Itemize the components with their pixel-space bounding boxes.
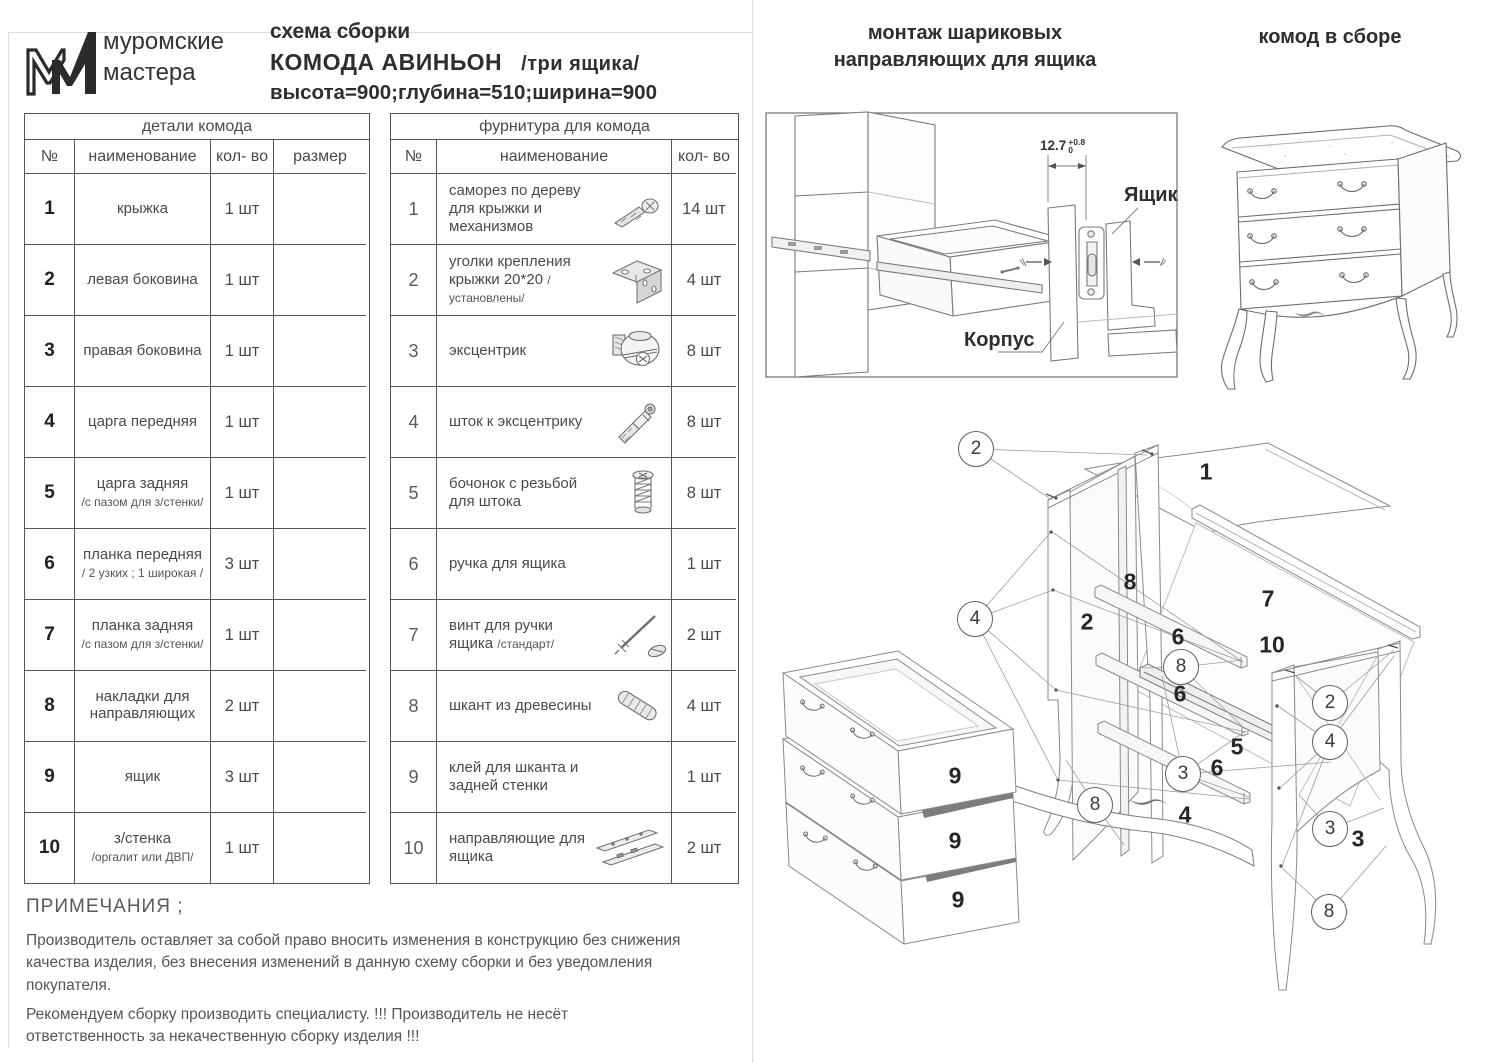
hardware-table-header: № наименование кол- во — [391, 140, 738, 174]
cell-qty: 1 шт — [211, 316, 274, 387]
cell-name: ящик — [75, 742, 211, 813]
parts-table — [24, 113, 370, 884]
exploded-part-label: 4 — [1178, 801, 1192, 828]
table-row — [25, 316, 369, 387]
screw-icon — [609, 186, 667, 232]
cell-size — [274, 174, 366, 245]
table-row — [391, 245, 738, 316]
table-row — [25, 600, 369, 671]
table-row — [25, 671, 369, 742]
cell-qty: 2 шт — [211, 671, 274, 742]
drawer-label: Ящик — [1124, 184, 1178, 206]
doc-type: схема сборки — [270, 20, 411, 43]
parts-table-header: № наименование кол- во размер — [25, 140, 369, 174]
cell-name: з/стенка /оргалит или ДВП/ — [75, 813, 211, 883]
exploded-callout: 3 — [1312, 811, 1348, 847]
cell-num: 8 — [391, 671, 437, 742]
cell-name: царга задняя /с пазом для з/стенки/ — [75, 458, 211, 529]
cam-bolt-icon — [607, 397, 667, 447]
cell-num: 2 — [25, 245, 75, 316]
frame-line-left — [8, 32, 9, 1048]
brand-line2: мастера — [103, 59, 196, 86]
cell-qty: 14 шт — [672, 174, 736, 245]
cell-num: 3 — [391, 316, 437, 387]
cell-name: планка задняя /с пазом для з/стенки/ — [75, 600, 211, 671]
brand-line1: муромские — [103, 28, 224, 55]
table-row — [391, 600, 738, 671]
table-row — [391, 813, 738, 883]
cell-num: 4 — [391, 387, 437, 458]
exploded-callout: 2 — [1312, 685, 1348, 721]
cell-name: правая боковина — [75, 316, 211, 387]
cell-name: направляющие для ящика — [437, 813, 672, 883]
table-row — [391, 174, 738, 245]
cell-name: клей для шканта и задней стенки — [437, 742, 672, 813]
slide-offset-dimension: 12.7 +0.8 0 — [1040, 137, 1086, 155]
cell-num: 5 — [25, 458, 75, 529]
exploded-part-label: 6 — [1210, 754, 1224, 781]
cell-name: царга передняя — [75, 387, 211, 458]
wooden-dowel-icon — [607, 682, 667, 730]
cell-qty: 8 шт — [672, 458, 736, 529]
cell-num: 9 — [25, 742, 75, 813]
notes-paragraph-2: Рекомендуем сборку производить специалисту. !!! Производитель не несёт ответственность за некачественную сборку изделия !!! — [26, 1006, 569, 1046]
product-dimensions: высота=900;глубина=510;ширина=900 — [270, 81, 657, 104]
exploded-callout: 4 — [1312, 724, 1348, 760]
cell-qty: 1 шт — [211, 387, 274, 458]
cell-qty: 3 шт — [211, 742, 274, 813]
product-variant: /три ящика/ — [521, 53, 640, 75]
cell-size — [274, 671, 366, 742]
cell-num: 8 — [25, 671, 75, 742]
exploded-part-label: 10 — [1259, 631, 1285, 658]
cell-qty: 1 шт — [672, 529, 736, 600]
cell-qty: 4 шт — [672, 671, 736, 742]
cell-name: крыжка — [75, 174, 211, 245]
cell-name: ручка для ящика — [437, 529, 672, 600]
exploded-part-label: 7 — [1261, 585, 1275, 612]
exploded-part-label: 9 — [951, 886, 965, 913]
cell-name: саморез по дереву для крыжки и механизмов — [437, 174, 672, 245]
cell-name: левая боковина — [75, 245, 211, 316]
notes-paragraph-1: Производитель оставляет за собой право вносить изменения в конструкцию без снижения качества изделия, без внесения изменений в данную схему сборки и без уведомления покупателя. — [26, 932, 681, 994]
parts-table-title: детали комода — [25, 114, 369, 140]
exploded-callout: 3 — [1165, 756, 1201, 792]
cell-qty: 8 шт — [672, 387, 736, 458]
frame-divider — [752, 0, 753, 1063]
cell-num: 7 — [25, 600, 75, 671]
table-row — [25, 813, 369, 883]
table-row — [391, 742, 738, 813]
cell-num: 6 — [25, 529, 75, 600]
cell-num: 1 — [391, 174, 437, 245]
cell-size — [274, 316, 366, 387]
table-row — [25, 742, 369, 813]
table-row — [391, 671, 738, 742]
cell-name: эксцентрик — [437, 316, 672, 387]
exploded-callout: 8 — [1163, 649, 1199, 685]
cell-num: 3 — [25, 316, 75, 387]
table-row — [391, 529, 738, 600]
exploded-callout: 8 — [1077, 787, 1113, 823]
product-name: КОМОДА АВИНЬОН /три ящика/ — [270, 49, 640, 75]
brand-logo-mm-icon — [22, 24, 100, 98]
table-row — [25, 245, 369, 316]
cell-size — [274, 387, 366, 458]
hardware-table — [390, 113, 739, 884]
mounting-title: монтаж шариковых направляющих для ящика — [833, 22, 1097, 71]
table-row — [391, 316, 738, 387]
cell-num: 5 — [391, 458, 437, 529]
cell-num: 2 — [391, 245, 437, 316]
cell-num: 7 — [391, 600, 437, 671]
cell-qty: 1 шт — [211, 245, 274, 316]
cell-num: 10 — [25, 813, 75, 883]
table-row — [25, 529, 369, 600]
handle-screw-icon — [605, 610, 667, 660]
cell-size — [274, 529, 366, 600]
cell-name: накладки для направляющих — [75, 671, 211, 742]
cell-qty: 1 шт — [211, 813, 274, 883]
cell-qty: 2 шт — [672, 600, 736, 671]
cell-name: уголки крепления крыжки 20*20 /установлены/ — [437, 245, 672, 316]
table-row — [25, 387, 369, 458]
cell-name: бочонок с резьбой для штока — [437, 458, 672, 529]
cell-size — [274, 458, 366, 529]
cell-name: шток к эксцентрику — [437, 387, 672, 458]
cell-qty: 4 шт — [672, 245, 736, 316]
cell-num: 10 — [391, 813, 437, 883]
cell-size — [274, 742, 366, 813]
cell-qty: 1 шт — [211, 600, 274, 671]
table-row — [25, 174, 369, 245]
exploded-part-label: 9 — [948, 827, 962, 854]
notes-title: ПРИМЕЧАНИЯ ; — [26, 896, 184, 917]
cell-size — [274, 245, 366, 316]
cell-qty: 1 шт — [672, 742, 736, 813]
brand-name — [103, 26, 224, 88]
drawer-slides-icon — [593, 822, 667, 874]
exploded-part-label: 6 — [1171, 623, 1185, 650]
corner-bracket-icon — [605, 253, 667, 307]
table-row — [391, 458, 738, 529]
exploded-callout: 2 — [958, 431, 994, 467]
table-row — [391, 387, 738, 458]
cell-qty: 2 шт — [686, 838, 722, 857]
cell-qty: 1 шт — [211, 174, 274, 245]
exploded-callout: 8 — [1311, 894, 1347, 930]
exploded-part-label: 3 — [1351, 825, 1365, 852]
cell-num: 9 — [391, 742, 437, 813]
exploded-part-label: 9 — [948, 762, 962, 789]
cell-name: шкант из древесины — [437, 671, 672, 742]
exploded-part-label: 6 — [1173, 680, 1187, 707]
cell-num: 4 — [25, 387, 75, 458]
cell-qty: 8 шт — [672, 316, 736, 387]
exploded-part-label: 1 — [1199, 458, 1213, 485]
document-title — [270, 20, 657, 105]
cam-lock-icon — [603, 323, 667, 379]
exploded-view-drawing — [755, 392, 1500, 1063]
cell-name: винт для ручки ящика /стандарт/ — [437, 600, 672, 671]
exploded-callout: 4 — [957, 601, 993, 637]
hardware-table-title: фурнитура для комода — [391, 114, 738, 140]
assembled-title: комод в сборе — [1258, 26, 1402, 48]
assembled-commode-drawing — [1195, 100, 1500, 400]
threaded-barrel-icon — [617, 466, 667, 520]
table-row — [25, 458, 369, 529]
cell-qty: 3 шт — [211, 529, 274, 600]
exploded-part-label: 8 — [1123, 568, 1137, 595]
cell-num: 1 — [25, 174, 75, 245]
exploded-part-label: 2 — [1080, 608, 1094, 635]
cell-size — [274, 600, 366, 671]
cell-name: планка передняя / 2 узких ; 1 широкая / — [75, 529, 211, 600]
cell-qty: 1 шт — [211, 458, 274, 529]
body-label: Корпус — [964, 329, 1035, 351]
exploded-part-label: 5 — [1230, 733, 1244, 760]
cell-size — [274, 813, 366, 883]
cell-num: 6 — [391, 529, 437, 600]
